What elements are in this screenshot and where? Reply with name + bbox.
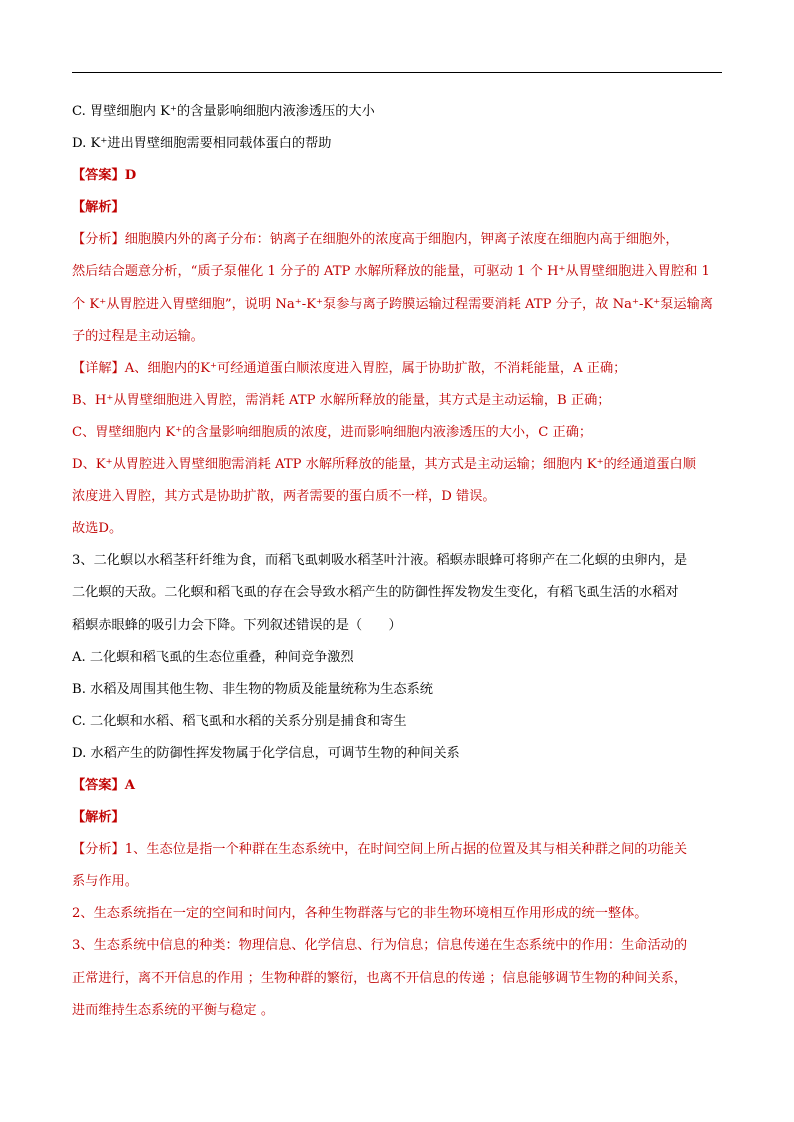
q3-option-c: C. 二化螟和水稻、稻飞虱和水稻的关系分别是捕食和寄生 (72, 713, 407, 729)
q2-fenxi-line: 子的过程是主动运输。 (72, 328, 204, 344)
q3-fenxi-line: 进而维持生态系统的平衡与稳定 。 (72, 1002, 275, 1018)
q2-xiangjie-line: C、胃壁细胞内 K⁺的含量影响细胞质的浓度，进而影响细胞内液渗透压的大小，C 正确； (72, 424, 593, 440)
q3-option-a: A. 二化螟和稻飞虱的生态位重叠，种间竞争激烈 (72, 649, 354, 665)
q3-fenxi-line: 【分析】1、生态位是指一个种群在生态系统中，在时间空间上所占据的位置及其与相关种群之间的功能关 (72, 842, 688, 858)
q3-fenxi-line: 正常进行，离不开信息的作用 ；生物种群的繁衍，也离不开信息的传递 ；信息能够调节生物的种间关系， (72, 970, 688, 986)
q2-answer: 【答案】D (72, 168, 137, 184)
q2-xiangjie-line: D、K⁺从胃腔进入胃壁细胞需消耗 ATP 水解所释放的能量，其方式是主动运输；细胞内 K⁺的经通道蛋白顺 (72, 457, 696, 473)
q2-xiangjie-line: 浓度进入胃腔，其方式是协助扩散，两者需要的蛋白质不一样，D 错误。 (72, 489, 496, 505)
q2-conclusion: 故选D。 (72, 521, 123, 537)
q3-answer: 【答案】A (72, 777, 135, 793)
q2-fenxi-line: 【分析】细胞膜内外的离子分布：钠离子在细胞外的浓度高于细胞内，钾离子浓度在细胞内高于细胞外， (72, 232, 679, 248)
q3-fenxi-line: 3、生态系统中信息的种类：物理信息、化学信息、行为信息；信息传递在生态系统中的作用：生命活动的 (72, 938, 688, 954)
q3-stem-line: 稻螟赤眼蜂的吸引力会下降。下列叙述错误的是（ ） (72, 617, 402, 633)
q2-option-d: D. K⁺进出胃壁细胞需要相同载体蛋白的帮助 (72, 136, 332, 152)
q3-fenxi-line: 系与作用。 (72, 874, 138, 890)
q3-option-b: B. 水稻及周围其他生物、非生物的物质及能量统称为生态系统 (72, 681, 433, 697)
q3-stem-line: 二化螟的天敌。二化螟和稻飞虱的存在会导致水稻产生的防御性挥发物发生变化，有稻飞虱生活的水稻对 (72, 585, 679, 601)
page-content (72, 96, 732, 1027)
q2-option-c: C. 胃壁细胞内 K⁺的含量影响细胞内液渗透压的大小 (72, 104, 375, 119)
q2-analysis-title: 【解析】 (72, 200, 125, 216)
q2-fenxi-line: 然后结合题意分析，“质子泵催化 1 分子的 ATP 水解所释放的能量，可驱动 1 个 H⁺从胃壁细胞进入胃腔和 1 (72, 264, 710, 280)
q3-fenxi-line: 2、生态系统指在一定的空间和时间内，各种生物群落与它的非生物环境相互作用形成的统一整体。 (72, 906, 648, 922)
q3-option-d: D. 水稻产生的防御性挥发物属于化学信息，可调节生物的种间关系 (72, 745, 460, 761)
q3-analysis-title: 【解析】 (72, 810, 125, 826)
q2-xiangjie-line: B、H⁺从胃壁细胞进入胃腔，需消耗 ATP 水解所释放的能量，其方式是主动运输，B 正确； (72, 392, 611, 408)
header-rule (72, 72, 722, 73)
q2-xiangjie-line: 【详解】A、细胞内的K⁺可经通道蛋白顺浓度进入胃腔，属于协助扩散，不消耗能量，A 正确； (72, 360, 627, 376)
q3-stem-line: 3、二化螟以水稻茎秆纤维为食，而稻飞虱刺吸水稻茎叶汁液。稻螟赤眼蜂可将卵产在二化螟的虫卵内，是 (72, 553, 688, 569)
q2-fenxi-line: 个 K⁺从胃腔进入胃壁细胞”，说明 Na⁺-K⁺泵参与离子跨膜运输过程需要消耗 ATP 分子，故 Na⁺-K⁺泵运输离 (72, 296, 713, 312)
